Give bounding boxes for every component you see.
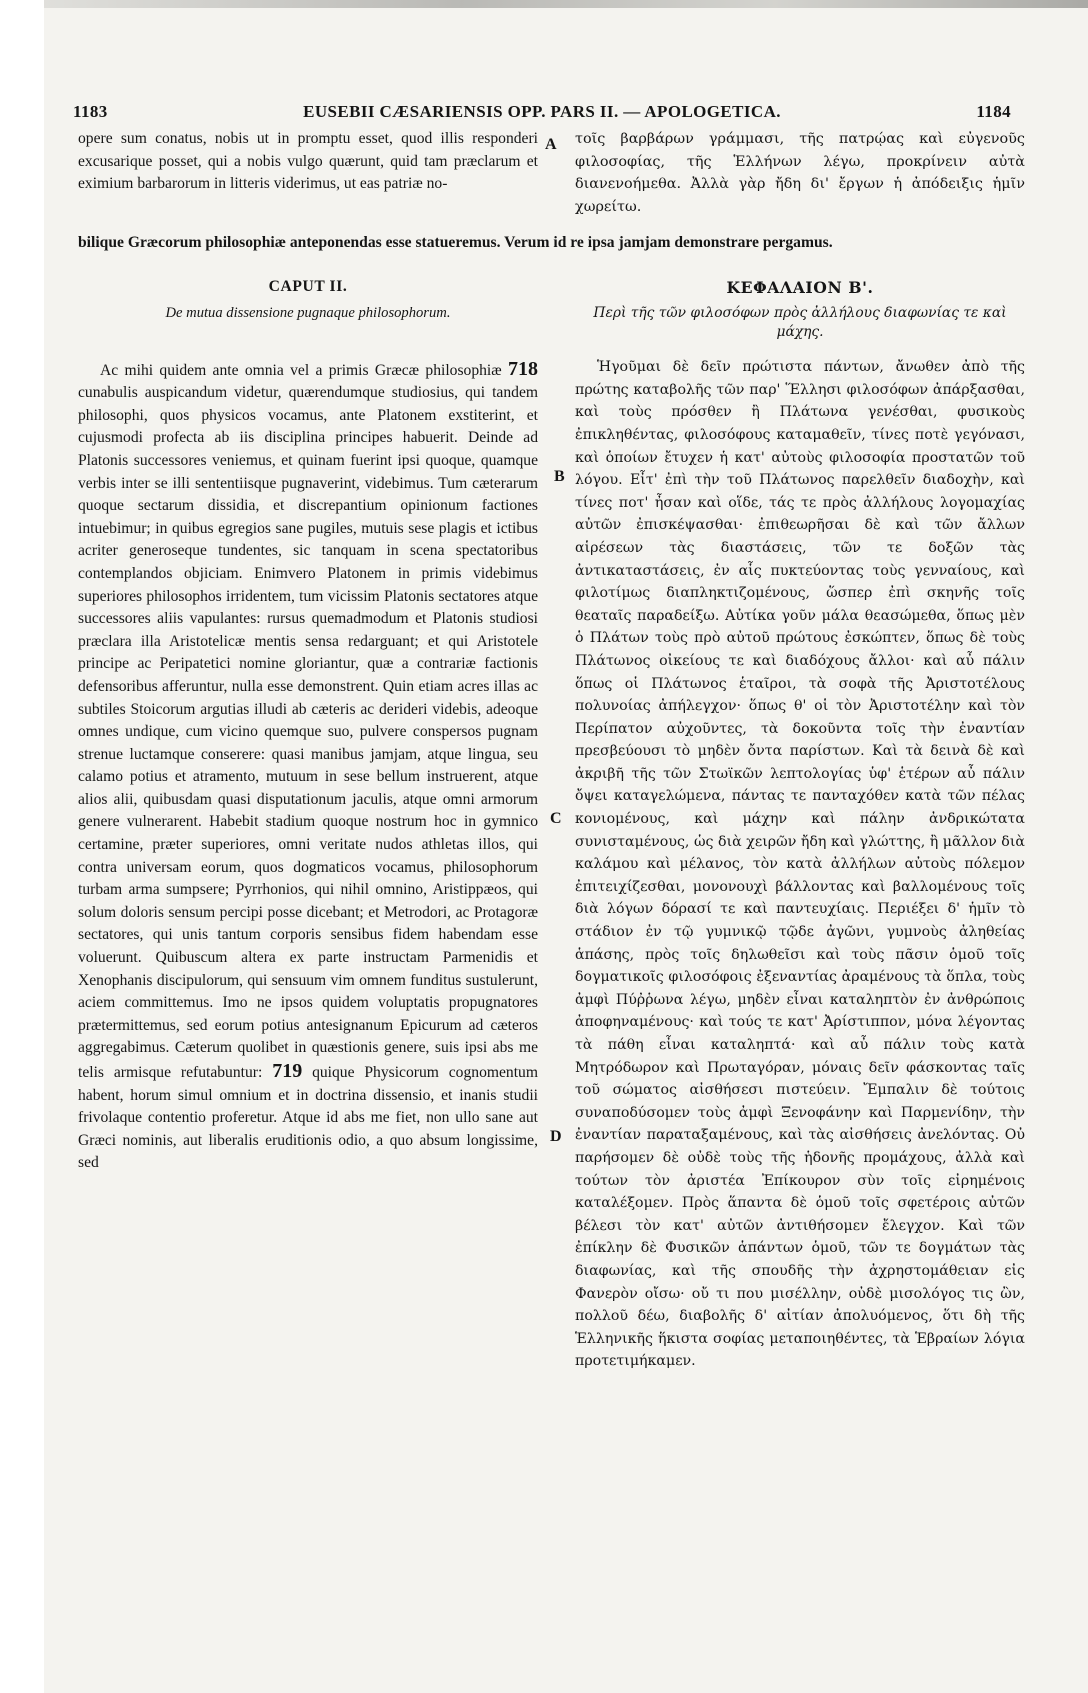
right-page-number: 1184 xyxy=(976,102,1011,121)
margin-letter-a: A xyxy=(545,136,557,153)
greek-top-paragraph: τοῖς βαρβάρων γράμμασι, τῆς πατρῴας καὶ εὐγενοῦς φιλοσοφίας, τῆς Ἑλλήνων λέγω, προκρίνειν αὐτὰ διανενοήμεθα. Ἀλλὰ γὰρ ἤδη δι' ἔργων ἡ ἀπόδειξις ἡμῖν χωρείτω. xyxy=(575,131,1025,215)
margin-letter-d: D xyxy=(550,1128,562,1145)
margin-letter-b: B xyxy=(554,468,565,485)
latin-body-paragraph: Ac mihi quidem ante omnia vel a primis Græcæ philosophiæ 718 cunabulis auspicandum videtur, quærendumque studiosius, qui tandem philosophi, quos physicos vocamus, ante Platonem exstiterint, et cujusmodi profecta ab iis disciplina principes habuerit. Deinde ad Platonis successores veniemus, et quinam fuerint ipsi quoque, quamque verbis inter se illi sententiisque pugnaverint, videbimus. Tum cæterarum quoque sectarum dissidia, et discrepantium opinionum factiones intuebimur; in quibus egregios sane pugiles, mutuis sese plagis et ictibus acriter generoseque tundentes, sic tanquam in scena spectatoribus contemplandos objiciam. Enimvero Platonem in primis videbimus superiores philosophos irridentem, tum vicissim Platonis sectatores atque successores aliis vapulantes: rursus quemadmodum et Platonis studiosi præclara illa Aristotelicæ mentis sensa redarguant; et qui Aristotele principe ac Peripatetici nomine gloriantur, quæ a contrariæ factionis defensoribus afferuntur, nulla esse demonstrent. Quin etiam acres illas ac subtiles Stoicorum argutias illudi ab cæteris ac derideri videbis, adeoque omnes undique, cum vicino quemque suo, pulvere conspersos pugnam strenue luctamque conserere: quasi manibus jamjam, atque lingua, seu calamo potius et atramento, mutuum in sese bellum instruerent, atque alios alii, quibusdam quasi disputationum jaculis, atque omni armorum genere vulnerarent. Habebit stadium quoque nostrum hoc in gymnico certamine, præter superiores, omni veritate nudos athletas illos, qui contra universam eorum, quos dogmaticos vocamus, philosophorum turbam arma sumpsere; Pyrrhonios, qui nihil omnino, Aristippæos, qui solum doloris sensum percipi posse dicebant; et Metrodori, ac Protagoræ sectatores, qui unis tantum corporis sensibus fidem habendam esse voluerunt. Quibuscum altera ex parte instructam Parmenidis et Xenophanis discipulorum, qui sensuum vim omnem funditus sustulerunt, aciem committemus. Imo ne ipsos quidem voluptatis propugnatores prætermittemus, sed eorum potius antesignanum Epicurum ad cæteros aggregabimus. Cæterum quolibet in quæstionis genere, suis ipsi abs me telis armisque refutabuntur: 719 quique Physicorum cognomentum habent, horum simul omnium et in doctrina dissensio, et inanis studii frivolaque contentio proferetur. Atque id abs me fiet, non ullo sane aut Græci nominis, aut liberalis eruditionis odio, a quo absum longissime, sed xyxy=(78,357,538,1172)
scan-edge xyxy=(44,0,1088,8)
running-header xyxy=(73,102,1011,128)
margin-letter-c: C xyxy=(550,810,562,827)
greek-chapter-title: ΚΕΦΑΛΑΙΟΝ Β'. xyxy=(726,278,874,297)
latin-bridge-line: bilique Græcorum philosophiæ anteponendas esse statueremus. Verum id re ipsa jamjam demonstrare pergamus. xyxy=(78,234,833,251)
greek-body-paragraph: Ἡγοῦμαι δὲ δεῖν πρώτιστα πάντων, ἄνωθεν ἀπὸ τῆς πρώτης καταβολῆς τῶν παρ' Ἕλλησι φιλοσόφων ἀπάρξασθαι, καὶ τοὺς πρόσθεν ἢ Πλάτωνα γενέσθαι, φυσικοὺς ἐπικληθέντας, φιλοσόφους καταμαθεῖν, τίνες ποτὲ γεγόνασι, καὶ ὁποίων ἔτυχεν ἡ κατ' αὐτοὺς φιλοσοφία προστατῶν τοῦ λόγου. Εἶτ' ἐπὶ τὴν τοῦ Πλάτωνος παρελθεῖν διαδοχὴν, καὶ τίνες ποτ' ἦσαν καὶ οἵδε, τάς τε πρὸς ἀλλήλους λογομαχίας αὐτῶν ἐπισκέψασθαι· ἐπιθεωρῆσαι δὲ καὶ τῶν ἄλλων αἱρέσεων τὰς διαστάσεις, τῶν τε δοξῶν τὰς ἀντικαταστάσεις, ἐν αἷς πυκτεύοντας τοὺς γενναίους, καὶ φιλοτίμως διαπληκτιζομένους, ὥσπερ ἐπὶ σκηνῆς τοῖς θεαταῖς παραδείξω. Αὐτίκα γοῦν μάλα θεασώμεθα, ὅπως μὲν ὁ Πλάτων τοὺς πρὸ αὐτοῦ πρώτους ἐσκώπτεν, ὅπως δὲ τοὺς Πλάτωνος οἰκείους τε καὶ διαδόχους ἄλλοι· καὶ αὖ πάλιν ὅπως οἱ Πλάτωνος ἑταῖροι, τὰ σοφὰ τῆς Ἀριστοτέλους πολυνοίας ἀπήλεγχον· ὅπως θ' οἱ τὸν Ἀριστοτέλην καὶ τὸν Περίπατον αὐχοῦντες, τὰ δοκοῦντα τοῖς τὴν ἐναντίαν πρεσβεύουσι τὸ μηδὲν ὄντα παρίστων. Καὶ τὰ δεινὰ δὲ καὶ ἀκριβῆ τῆς τῶν Στωϊκῶν λεπτολογίας ὑφ' ἑτέρων αὖ πάλιν ὄψει καταγελώμενα, πάντας τε πανταχόθεν κατὰ τῶν πέλας κονιομένους, καὶ μάχην καὶ πάλην ἀνδρικώτατα συνισταμένους, ὡς διὰ χειρῶν ἤδη καὶ γλώττης, ἢ μᾶλλον διὰ καλάμου καὶ μέλανος, τὸν κατὰ ἀλλήλων αὐτοὺς πόλεμον ἐπιτειχίζεσθαι, μονονουχὶ βάλλοντας καὶ βαλλομένους τοῖς διὰ λόγων δόρασί τε καὶ παντευχίαις. Περιέξει δ' ἡμῖν τὸ στάδιον ἐν τῷ γυμνικῷ τῷδε ἀγῶνι, γυμνοὺς ἀληθείας ἁπάσης, πρὸς τοῖς δηλωθεῖσι καὶ τοὺς πᾶσιν ὁμοῦ τοῖς δογματικοῖς φιλοσόφοις ἐξεναντίας ἀραμένους τὰ ὅπλα, τοὺς ἀμφὶ Πύῤῥωνα λέγω, μηδὲν εἶναι καταληπτὸν ἐν ἀνθρώποις ἀποφηναμένους· καὶ τούς τε κατ' Ἀρίστιππον, μόνα λέγοντας τὰ πάθη εἶναι καταληπτά· καὶ αὖ πάλιν τοὺς κατὰ Μητρόδωρον καὶ Πρωταγόραν, μόναις δεῖν φάσκοντας ταῖς τοῦ σώματος αἰσθήσεσι πιστεύειν. Ἔμπαλιν δὲ τούτοις συναποδύσομεν τοὺς ἀμφὶ Ξενοφάνην καὶ Παρμενίδην, τὴν ἐναντίαν παραταξαμένους, καὶ τὰς αἰσθήσεις ἀνελόντας. Οὐ παρήσομεν δὲ οὐδὲ τοὺς τῆς ἡδονῆς προμάχους, ἀλλὰ καὶ τούτων τὸν ἀριστέα Ἐπίκουρον σὺν τοῖς εἰρημένοις καταλέξομεν. Πρὸς ἅπαντα δὲ ὁμοῦ τοῖς σφετέροις αὐτῶν βέλεσι τὸν κατ' αὐτῶν ἀντιθήσομεν ἔλεγχον. Καὶ τῶν ἐπίκλην δὲ Φυσικῶν ἁπάντων ὁμοῦ, τῶν τε δογμάτων τὰς διαφωνίας, καὶ τῆς σπουδῆς τὴν ἀχρηστομάθειαν εἰς Φανερὸν οἴσω· οὔ τι που μισέλλην, οὐδὲ μισολόγος τις ὢν, πολλοῦ δέω, διαβολῆς δ' αἰτίαν ἀπολυόμενος, ὅτι δὴ τῆς Ἑλληνικῆς ἥκιστα σοφίας μεταποιηθέντες, τὰ Ἑβραίων λόγια προτετιμήκαμεν. xyxy=(575,359,1025,1370)
greek-chapter-subtitle: Περὶ τῆς τῶν φιλοσόφων πρὸς ἀλλήλους διαφωνίας τε καὶ μάχης. xyxy=(593,305,1007,340)
column-number-marker: 719 xyxy=(272,1060,303,1082)
column-number-marker: 718 xyxy=(507,357,538,380)
latin-chapter-title: CAPUT II. xyxy=(268,278,348,295)
left-page-number: 1183 xyxy=(73,102,108,121)
running-title: EUSEBII CÆSARIENSIS OPP. PARS II. — APOLOGETICA. xyxy=(303,102,781,121)
greek-chapter-body xyxy=(575,342,1025,1387)
latin-chapter-body xyxy=(78,342,538,1191)
latin-chapter-subtitle: De mutua dissensione pugnaque philosophorum. xyxy=(165,305,451,321)
latin-top-paragraph: opere sum conatus, nobis ut in promptu esset, quod illis responderi excusarique posset, qui a nobis vulgo quærunt, quid tam præclarum et eximium barbarorum in litteris viderimus, ut eas patriæ no- xyxy=(78,130,538,193)
